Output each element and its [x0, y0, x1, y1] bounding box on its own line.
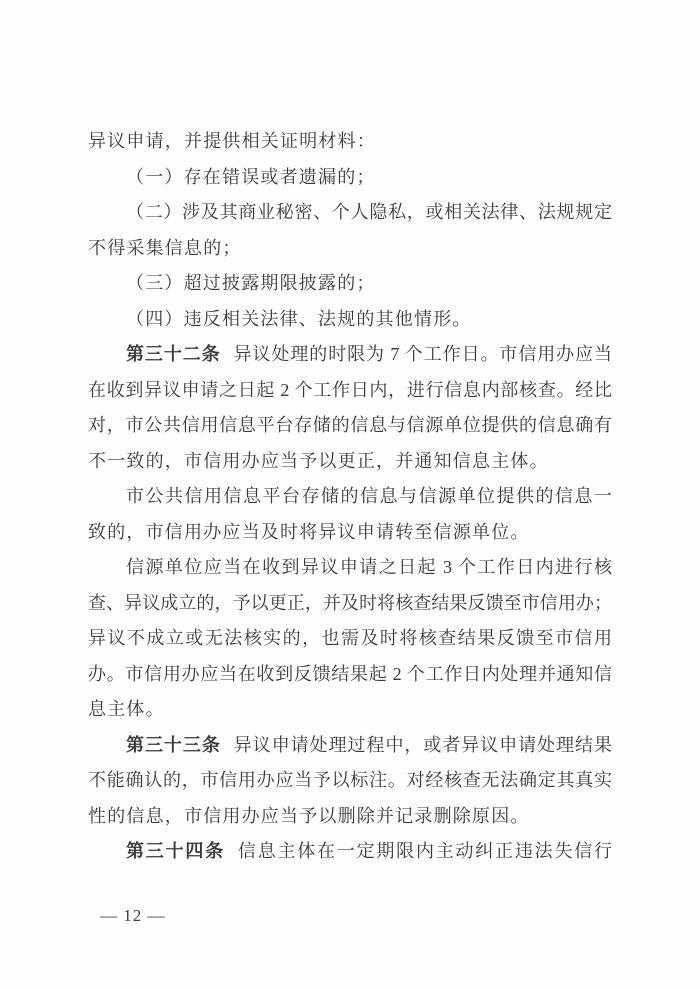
line-text: （二）涉及其商业秘密、个人隐私，或相关法律、法规规定	[126, 202, 612, 222]
text-line	[88, 550, 612, 586]
text-line	[88, 302, 612, 338]
document-text-block	[88, 124, 612, 870]
text-line	[88, 763, 612, 799]
line-text: 息主体。	[88, 699, 165, 719]
line-text: 不得采集信息的；	[88, 237, 242, 258]
line-text: （一）存在错误或者遗漏的；	[126, 166, 376, 187]
line-text: 不能确认的，市信用办应当予以标注。对经核查无法确定其真实	[88, 770, 612, 790]
line-text: 信息主体在一定期限内主动纠正违法失信行	[237, 841, 613, 861]
line-text: 办。市信用办应当在收到反馈结果起 2 个工作日内处理并通知信	[88, 663, 612, 684]
text-line	[88, 124, 612, 160]
page-number: — 12 —	[100, 906, 166, 925]
text-line	[88, 692, 612, 728]
line-text: 异议处理的时限为 7 个工作日。市信用办应当	[233, 344, 613, 364]
line-text: （四）违反相关法律、法规的其他情形。	[126, 308, 472, 329]
line-text: 查、异议成立的，予以更正，并及时将核查结果反馈至市信用办；	[88, 592, 612, 613]
text-line-article-33	[88, 728, 612, 764]
text-line	[88, 621, 612, 657]
text-line	[88, 515, 612, 551]
line-text: （三）超过披露期限披露的；	[126, 273, 376, 293]
article-33-heading: 第三十三条	[126, 734, 221, 755]
text-line	[88, 231, 612, 267]
text-line	[88, 266, 612, 302]
line-text: 致的，市信用办应当及时将异议申请转至信源单位。	[88, 521, 530, 542]
text-line-article-32	[88, 337, 612, 373]
line-text: 在收到异议申请之日起 2 个工作日内，进行信息内部核查。经比	[88, 379, 612, 400]
text-line	[88, 160, 612, 196]
article-32-heading: 第三十二条	[126, 344, 221, 364]
line-text: 对，市公共信用信息平台存储的信息与信源单位提供的信息确有	[88, 415, 612, 435]
text-line	[88, 479, 612, 515]
text-line	[88, 799, 612, 835]
line-text: 异议申请处理过程中，或者异议申请处理结果	[233, 734, 613, 755]
text-line	[88, 408, 612, 444]
line-text: 异议不成立或无法核实的，也需及时将核查结果反馈至市信用	[88, 628, 612, 648]
line-text: 信源单位应当在收到异议申请之日起 3 个工作日内进行核	[126, 557, 612, 577]
text-line	[88, 444, 612, 480]
line-text: 市公共信用信息平台存储的信息与信源单位提供的信息一	[126, 486, 612, 506]
line-text: 异议申请，并提供相关证明材料：	[88, 131, 376, 151]
text-line	[88, 195, 612, 231]
text-line	[88, 657, 612, 693]
text-line	[88, 586, 612, 622]
text-line	[88, 373, 612, 409]
text-line-article-34	[88, 834, 612, 870]
article-34-heading: 第三十四条	[126, 841, 225, 861]
line-text: 不一致的，市信用办应当予以更正，并通知信息主体。	[88, 450, 549, 471]
line-text: 性的信息，市信用办应当予以删除并记录删除原因。	[88, 805, 530, 826]
